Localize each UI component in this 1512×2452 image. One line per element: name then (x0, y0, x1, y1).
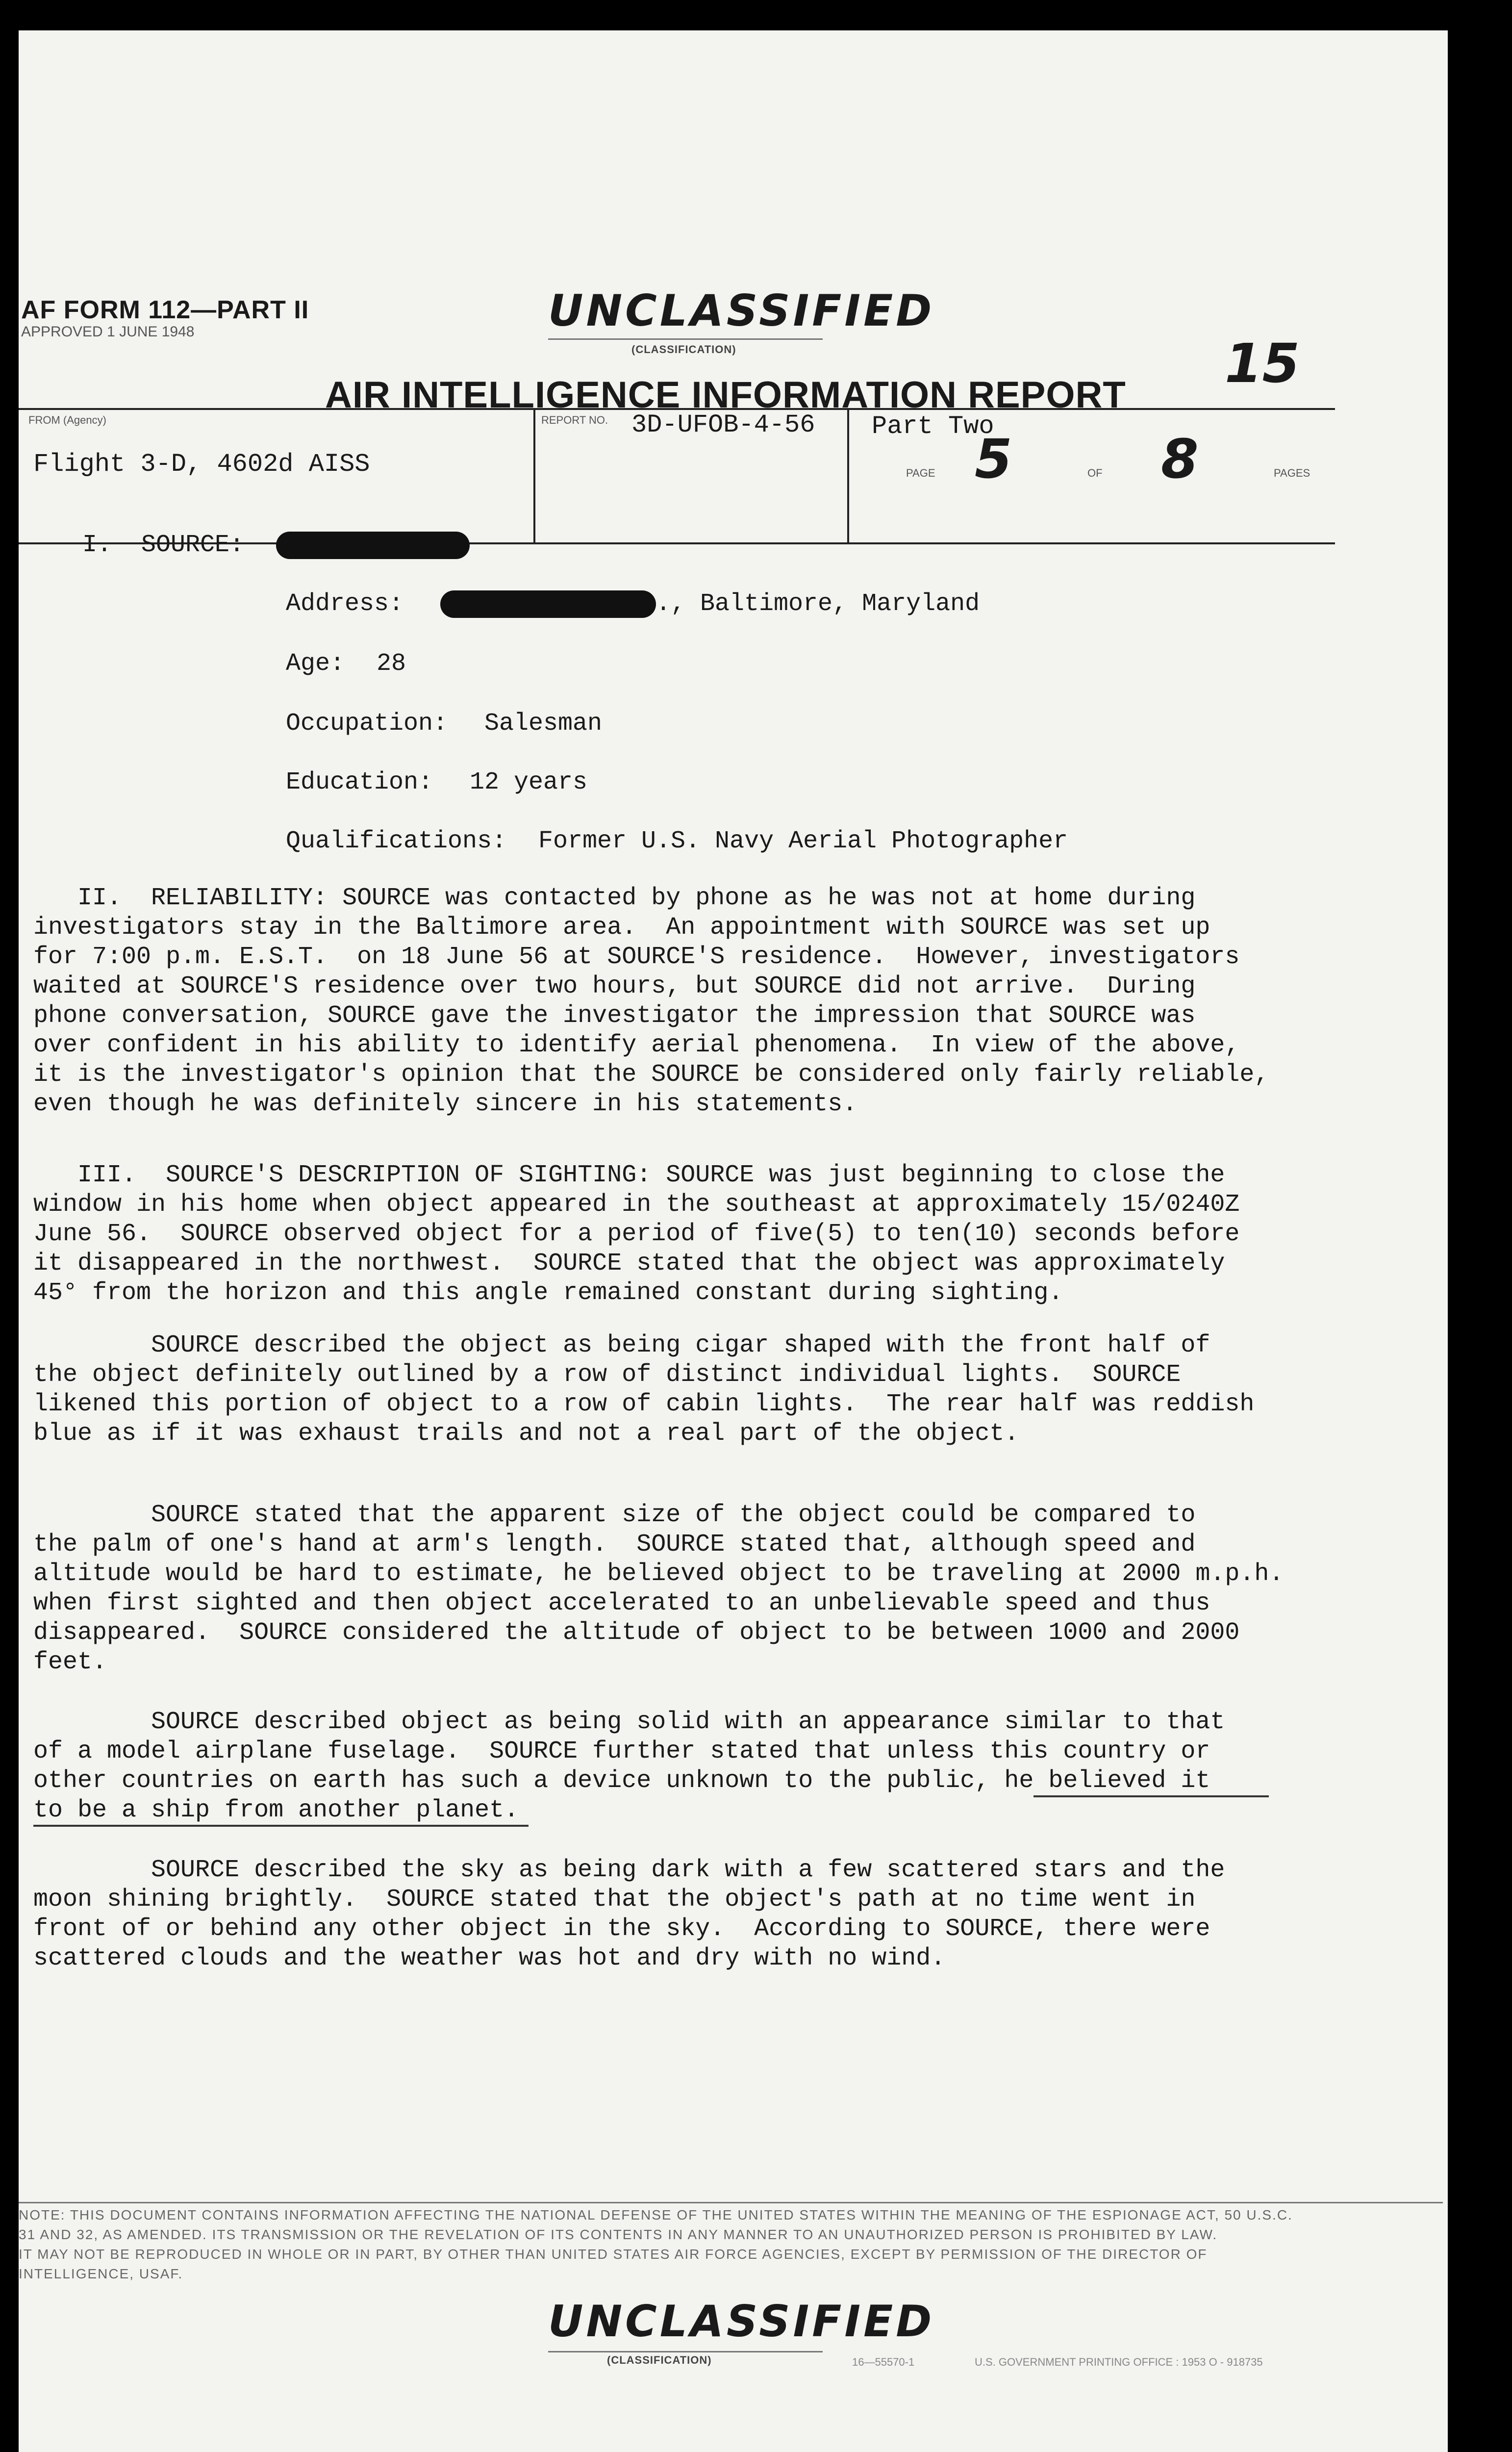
footer-note (19, 2205, 1443, 2284)
reliability-paragraph (33, 884, 1269, 1119)
pages-label: PAGES (1274, 467, 1310, 479)
handwritten-underline (33, 1825, 529, 1827)
text-line: to be a ship from another planet. (33, 1796, 519, 1824)
form-code: 16—55570-1 (852, 2356, 915, 2368)
footer-rule (19, 2202, 1443, 2203)
education-label: Education: (286, 768, 433, 796)
text-line: SOURCE described the sky as being dark with a few scattered stars and the (33, 1856, 1225, 1884)
text-line: when first sighted and then object accelerated to an unbelievable speed and thus (33, 1589, 1210, 1617)
classification-top-rule (548, 338, 823, 340)
redaction-address (440, 590, 656, 618)
footer-note-line: IT MAY NOT BE REPRODUCED IN WHOLE OR IN PART, BY OTHER THAN UNITED STATES AIR FORCE AGENCIES, EXCEPT BY PERMISSION OF THE DIRECTOR OF (19, 2247, 1208, 2262)
occupation-label: Occupation: (286, 710, 448, 738)
text-line: II. RELIABILITY: SOURCE was contacted by phone as he was not at home during (33, 884, 1196, 912)
qualifications-label: Qualifications: (286, 827, 507, 855)
age-value: 28 (377, 650, 406, 678)
text-line: even though he was definitely sincere in his statements. (33, 1090, 857, 1118)
from-label: FROM (Agency) (28, 414, 106, 426)
text-line: window in his home when object appeared in the southeast at approximately 15/0240Z (33, 1191, 1240, 1219)
text-line: phone conversation, SOURCE gave the investigator the impression that SOURCE was (33, 1002, 1196, 1030)
sky-paragraph (33, 1856, 1225, 1973)
text-line: it disappeared in the northwest. SOURCE stated that the object was approximately (33, 1250, 1225, 1277)
text-line: it is the investigator's opinion that the SOURCE be considered only fairly reliable, (33, 1061, 1269, 1089)
report-no-label: REPORT NO. (541, 414, 608, 426)
of-label: OF (1087, 467, 1103, 479)
handwritten-page-number: 15 (1225, 332, 1300, 395)
report-no-value: 3D-UFOB-4-56 (631, 410, 815, 439)
text-line: the object definitely outlined by a row of distinct individual lights. SOURCE (33, 1361, 1181, 1389)
cigar-paragraph (33, 1331, 1254, 1449)
solid-paragraph (33, 1708, 1225, 1825)
text-line: 45° from the horizon and this angle remained constant during sighting. (33, 1279, 1063, 1307)
part-value: Part Two (872, 412, 994, 441)
form-id: AF FORM 112—PART II (21, 296, 309, 324)
from-value: Flight 3-D, 4602d AISS (33, 450, 370, 479)
text-line: front of or behind any other object in the sky. According to SOURCE, there were (33, 1915, 1210, 1943)
text-line: SOURCE described object as being solid with an appearance similar to that (33, 1708, 1225, 1736)
text-line: other countries on earth has such a device unknown to the public, he believed it (33, 1767, 1210, 1795)
address-suffix: ., Baltimore, Maryland (656, 590, 980, 618)
footer-note-line: INTELLIGENCE, USAF. (19, 2266, 183, 2281)
of-value: 8 (1161, 428, 1199, 490)
classification-bottom-rule (548, 2351, 823, 2352)
classification-top-handwritten: UNCLASSIFIED (548, 285, 935, 336)
classification-bottom-handwritten: UNCLASSIFIED (548, 2296, 935, 2347)
text-line: SOURCE stated that the apparent size of the object could be compared to (33, 1501, 1196, 1529)
text-line: the palm of one's hand at arm's length. SOURCE stated that, although speed and (33, 1531, 1196, 1558)
redaction-source-name (276, 532, 470, 559)
page-value: 5 (975, 428, 1012, 490)
education-value: 12 years (470, 768, 588, 796)
footer-note-line: 31 AND 32, AS AMENDED. ITS TRANSMISSION OR THE REVELATION OF ITS CONTENTS IN ANY MANNER TO AN UNAUTHORIZED PERSON IS PROHIBITED BY LAW. (19, 2227, 1218, 2242)
description-paragraph (33, 1161, 1239, 1308)
text-line: altitude would be hard to estimate, he believed object to be traveling at 2000 m.p.h. (33, 1560, 1284, 1588)
text-line: III. SOURCE'S DESCRIPTION OF SIGHTING: SOURCE was just beginning to close the (33, 1161, 1225, 1189)
header-box-divider (847, 408, 849, 542)
text-line: feet. (33, 1648, 107, 1676)
text-line: for 7:00 p.m. E.S.T. on 18 June 56 at SOURCE'S residence. However, investigators (33, 943, 1240, 971)
age-label: Age: (286, 650, 345, 678)
source-heading: I. SOURCE: (82, 531, 245, 559)
text-line: likened this portion of object to a row of cabin lights. The rear half was reddish (33, 1390, 1255, 1418)
text-line: blue as if it was exhaust trails and not a real part of the object. (33, 1420, 1019, 1448)
text-line: investigators stay in the Baltimore area. An appointment with SOURCE was set up (33, 914, 1210, 942)
printing-office: U.S. GOVERNMENT PRINTING OFFICE : 1953 O - 918735 (975, 2356, 1263, 2368)
size-paragraph (33, 1501, 1284, 1677)
header-box-divider (533, 408, 535, 542)
qualifications-value: Former U.S. Navy Aerial Photographer (538, 827, 1068, 855)
text-line: over confident in his ability to identify aerial phenomena. In view of the above, (33, 1031, 1240, 1059)
address-label: Address: (286, 590, 404, 618)
occupation-value: Salesman (484, 710, 603, 738)
page-label: PAGE (906, 467, 935, 479)
document-page (19, 30, 1448, 2452)
text-line: moon shining brightly. SOURCE stated that the object's path at no time went in (33, 1886, 1196, 1914)
text-line: SOURCE described the object as being cigar shaped with the front half of (33, 1331, 1210, 1359)
text-line: waited at SOURCE'S residence over two hours, but SOURCE did not arrive. During (33, 972, 1196, 1000)
form-approved-date: APPROVED 1 JUNE 1948 (21, 324, 195, 340)
text-line: scattered clouds and the weather was hot and dry with no wind. (33, 1944, 946, 1972)
footer-note-line: NOTE: THIS DOCUMENT CONTAINS INFORMATION AFFECTING THE NATIONAL DEFENSE OF THE UNITED STATES WITHIN THE MEANING OF THE ESPIONAGE ACT, 50 U.S.C. (19, 2207, 1293, 2222)
text-line: disappeared. SOURCE considered the altitude of object to be between 1000 and 2000 (33, 1619, 1240, 1647)
report-title: AIR INTELLIGENCE INFORMATION REPORT (325, 374, 1126, 416)
classification-bottom-caption: (CLASSIFICATION) (607, 2354, 712, 2366)
text-line: of a model airplane fuselage. SOURCE further stated that unless this country or (33, 1737, 1210, 1765)
classification-top-caption: (CLASSIFICATION) (631, 343, 736, 356)
text-line: June 56. SOURCE observed object for a period of five(5) to ten(10) seconds before (33, 1220, 1240, 1248)
handwritten-underline (1033, 1795, 1269, 1797)
